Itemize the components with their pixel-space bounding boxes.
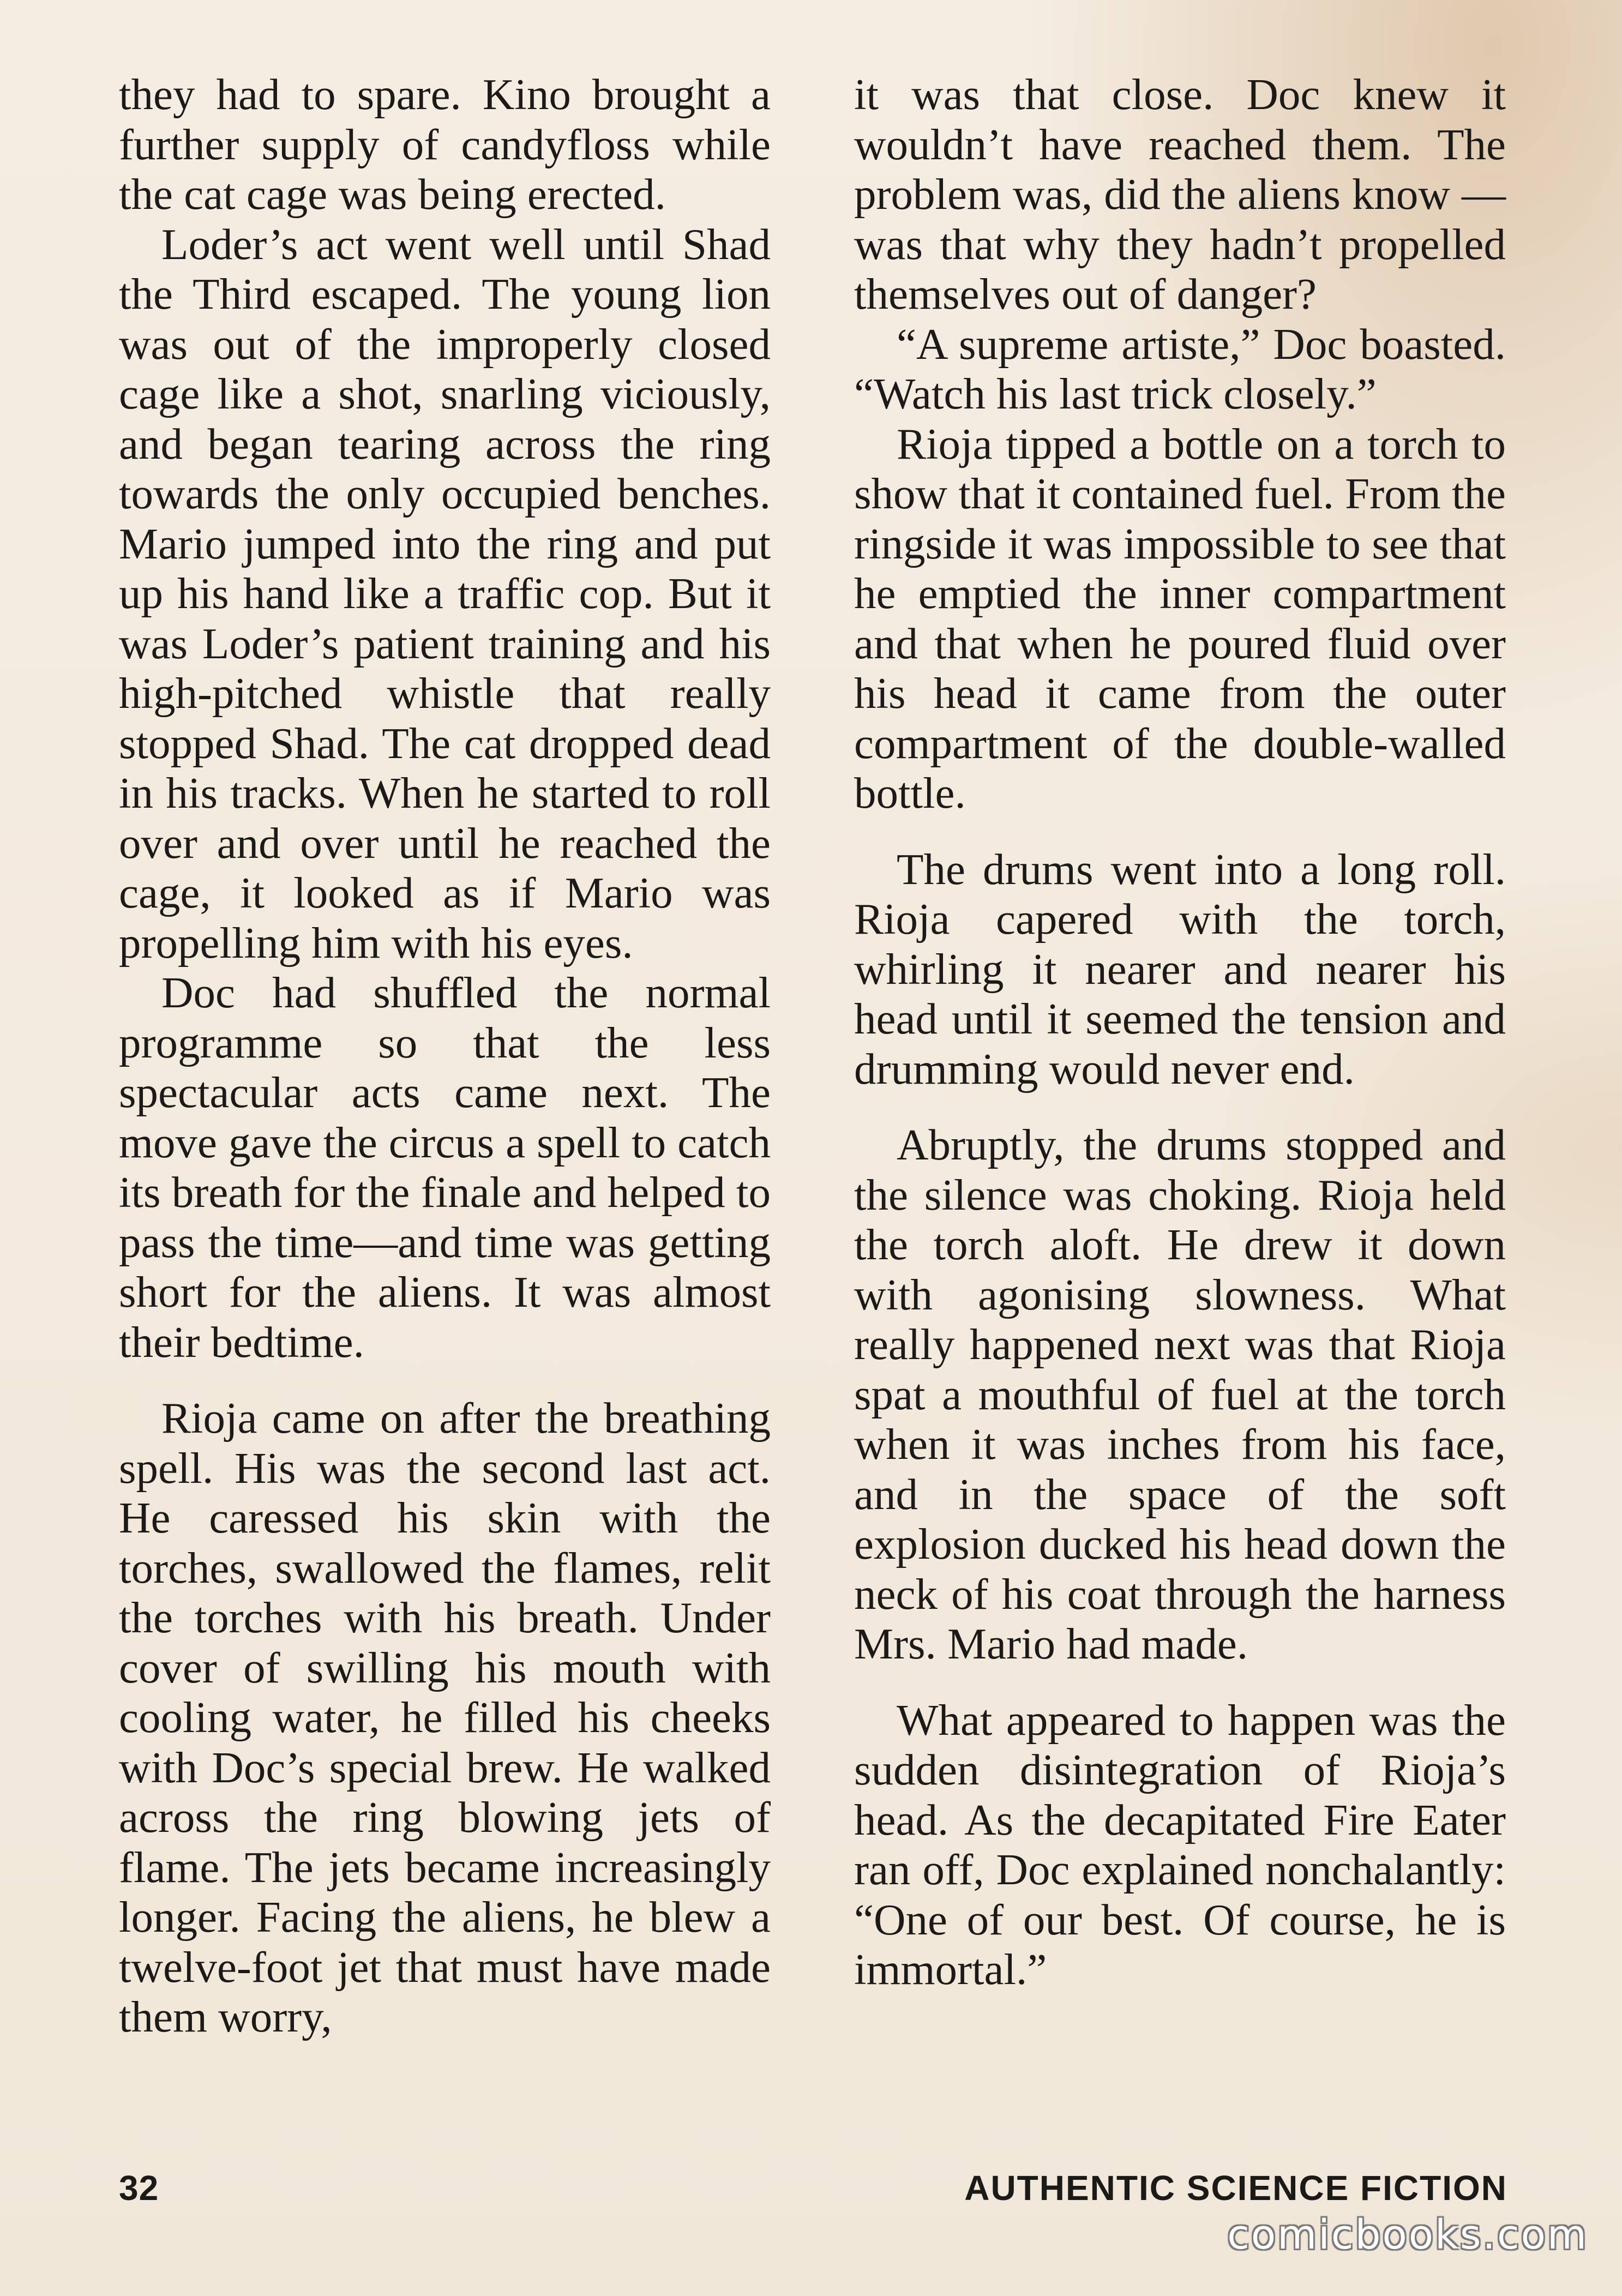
paragraph: Rioja came on after the breathing spell. His was the second last act. He caressed his skin with the torches, swallowed the flames, relit the torches with his breath. Under cover of swilling his mouth with cooling water, he filled his cheeks with Doc’s special brew. He walked across the ring blowing jets of flame. The jets became increasingly longer. Facing the aliens, he blew a twelve-foot jet that must have made them worry, [119, 1393, 771, 2041]
paragraph: Loder’s act went well until Shad the Third escaped. The young lion was out of the improperly closed cage like a shot, snarling viciously, and began tearing across the ring towards the only occupied benches. Mario jumped into the ring and put up his hand like a traffic cop. But it was Loder’s patient training and his high-pitched whistle that really stopped Shad. The cat dropped dead in his tracks. When he started to roll over and over until he reached the cage, it looked as if Mario was propelling him with his eyes. [119, 219, 771, 967]
left-text-column [119, 70, 771, 2042]
page-number: 32 [119, 2168, 159, 2208]
right-text-column [854, 70, 1506, 1995]
paragraph: What appeared to happen was the sudden disintegration of Rioja’s head. As the decapitated Fire Eater ran off, Doc explained nonchalantly: “One of our best. Of course, he is immortal.” [854, 1695, 1506, 1994]
paragraph: Doc had shuffled the normal programme so that the less spectacular acts came next. The move gave the circus a spell to catch its breath for the finale and helped to pass the time—and time was getting short for the aliens. It was almost their bedtime. [119, 968, 771, 1367]
paragraph: The drums went into a long roll. Rioja capered with the torch, whirling it nearer and nearer his head until it seemed the tension and drumming would never end. [854, 844, 1506, 1093]
running-footer-title: AUTHENTIC SCIENCE FICTION [964, 2168, 1507, 2208]
paragraph: it was that close. Doc knew it wouldn’t have reached them. The problem was, did the aliens know —was that why they hadn’t propelled themselves out of danger? [854, 70, 1506, 318]
paragraph: Rioja tipped a bottle on a torch to show that it contained fuel. From the ringside it was impossible to see that he emptied the inner compartment and that when he poured fluid over his head it came from the outer compartment of the double-walled bottle. [854, 419, 1506, 818]
paragraph: they had to spare. Kino brought a further supply of candyfloss while the cat cage was being erected. [119, 70, 771, 219]
watermark: comicbooks.com [1227, 2211, 1588, 2258]
paragraph: Abruptly, the drums stopped and the silence was choking. Rioja held the torch aloft. He drew it down with agonising slowness. What really happened next was that Rioja spat a mouthful of fuel at the torch when it was inches from his face, and in the space of the soft explosion ducked his head down the neck of his coat through the harness Mrs. Mario had made. [854, 1120, 1506, 1668]
paragraph: “A supreme artiste,” Doc boasted. “Watch his last trick closely.” [854, 319, 1506, 418]
